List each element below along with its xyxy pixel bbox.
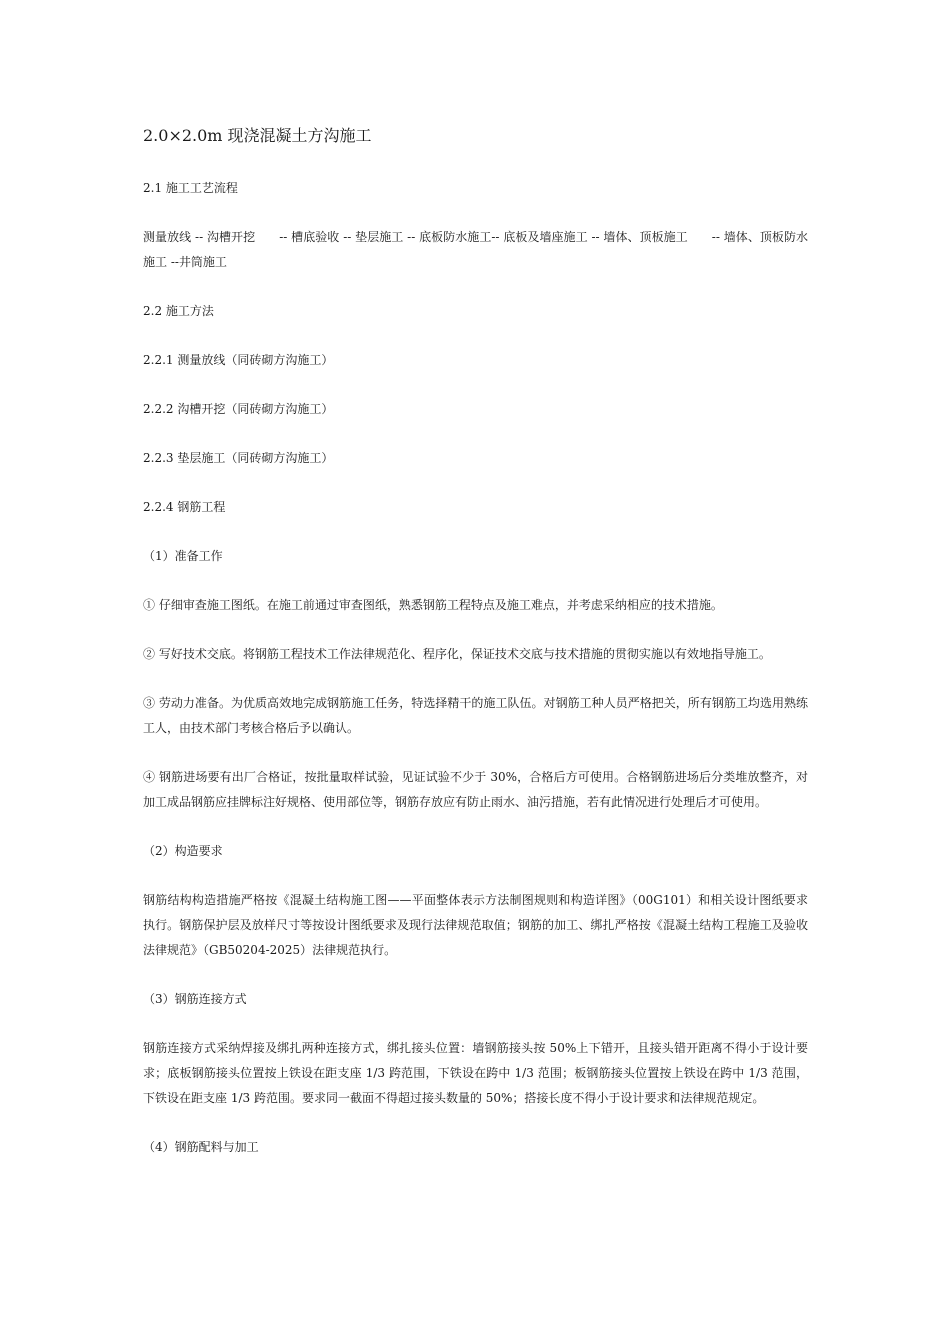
preparation-item-3: ③ 劳动力准备。为优质高效地完成钢筋施工任务，特选择精干的施工队伍。对钢筋工种人员严格把关，所有钢筋工均选用熟练工人，由技术部门考核合格后予以确认。 <box>143 696 808 735</box>
process-flow-paragraph: 测量放线 -- 沟槽开挖 -- 槽底验收 -- 垫层施工 -- 底板防水施工-- 底板及墙座施工 -- 墙体、顶板施工 -- 墙体、顶板防水施工 --井筒施工 <box>143 230 808 269</box>
preparation-item-2: ② 写好技术交底。将钢筋工程技术工作法律规范化、程序化，保证技术交底与技术措施的贯彻实施以有效地指导施工。 <box>143 647 771 661</box>
structure-requirements-paragraph: 钢筋结构构造措施严格按《混凝土结构施工图——平面整体表示方法制图规则和构造详图》（00G101）和相关设计图纸要求执行。钢筋保护层及放样尺寸等按设计图纸要求及现行法律规范取值；钢筋的加工、绑扎严格按《混凝土结构工程施工及验收法律规范》（GB50204-2025）法律规范执行。 <box>143 893 808 957</box>
document-title: 2.0×2.0m 现浇混凝土方沟施工 <box>143 126 372 145</box>
section-heading-2-2-1: 2.2.1 测量放线（同砖砌方沟施工） <box>143 353 334 367</box>
connection-method-paragraph: 钢筋连接方式采纳焊接及绑扎两种连接方式，绑扎接头位置：墙钢筋接头按 50%上下错开，且接头错开距离不得小于设计要求；底板钢筋接头位置按上铁设在距支座 1/3 跨范围，下铁设在跨中 1/3 范围；板钢筋接头位置按上铁设在跨中 1/3 范围，下铁设在距支座 1/3 跨范围。要求同一截面不得超过接头数量的 50%；搭接长度不得小于设计要求和法律规范规定。 <box>143 1041 808 1105</box>
section-heading-2-2-2: 2.2.2 沟槽开挖（同砖砌方沟施工） <box>143 402 334 416</box>
preparation-item-1: ① 仔细审查施工图纸。在施工前通过审查图纸，熟悉钢筋工程特点及施工难点，并考虑采纳相应的技术措施。 <box>143 598 723 612</box>
subsection-heading-3: （3）钢筋连接方式 <box>143 992 247 1006</box>
section-heading-2-2-4: 2.2.4 钢筋工程 <box>143 500 226 514</box>
subsection-heading-2: （2）构造要求 <box>143 844 223 858</box>
preparation-item-4: ④ 钢筋进场要有出厂合格证，按批量取样试验，见证试验不少于 30%，合格后方可使用。合格钢筋进场后分类堆放整齐，对加工成品钢筋应挂牌标注好规格、使用部位等，钢筋存放应有防止雨水、油污措施，若有此情况进行处理后才可使用。 <box>143 770 808 809</box>
section-heading-2-2: 2.2 施工方法 <box>143 304 214 318</box>
subsection-heading-4: （4）钢筋配料与加工 <box>143 1140 259 1154</box>
document-page <box>143 124 808 1184</box>
subsection-heading-1: （1）准备工作 <box>143 549 223 563</box>
section-heading-2-1: 2.1 施工工艺流程 <box>143 181 238 195</box>
section-heading-2-2-3: 2.2.3 垫层施工（同砖砌方沟施工） <box>143 451 334 465</box>
